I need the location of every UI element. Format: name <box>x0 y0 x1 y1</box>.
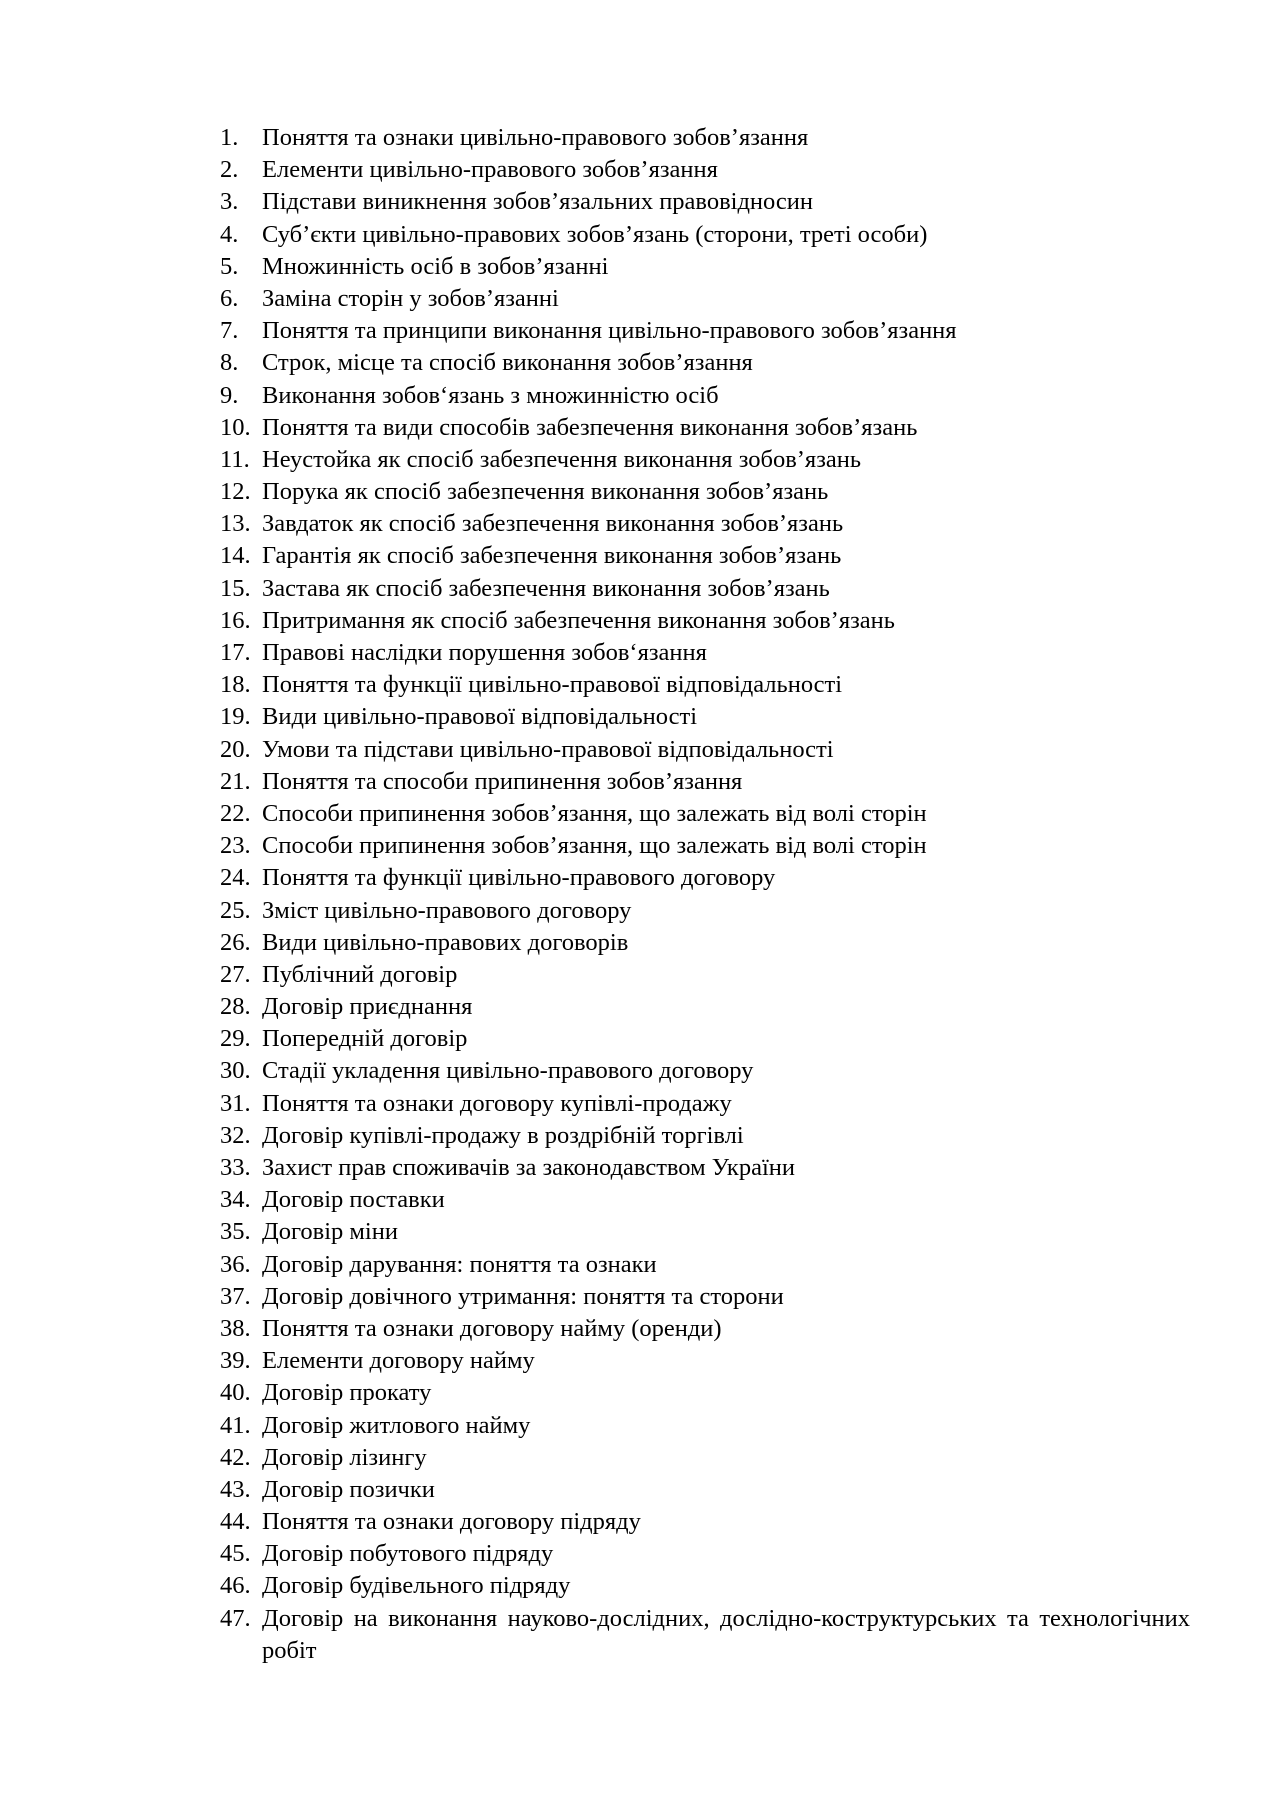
list-item <box>0 1216 1280 1248</box>
question-text: Множинність осіб в зобов’язанні <box>262 252 609 280</box>
question-number: 47. <box>220 1604 251 1632</box>
question-list <box>0 122 1280 1667</box>
question-text: Порука як спосіб забезпечення виконання зобов’язань <box>262 478 829 506</box>
question-number: 35. <box>220 1218 251 1246</box>
question-number: 39. <box>220 1347 251 1375</box>
list-item <box>0 1249 1280 1281</box>
question-text: Способи припинення зобов’язання, що залежать від волі сторін <box>262 799 927 827</box>
question-number: 15. <box>220 574 251 602</box>
question-text: Строк, місце та спосіб виконання зобов’язання <box>262 349 753 377</box>
question-text: Поняття та ознаки договору підряду <box>262 1508 641 1536</box>
question-number: 37. <box>220 1282 251 1310</box>
question-number: 19. <box>220 703 251 731</box>
list-item <box>0 927 1280 959</box>
question-number: 24. <box>220 864 251 892</box>
list-item <box>0 540 1280 572</box>
question-number: 26. <box>220 928 251 956</box>
question-text: Договір позички <box>262 1475 435 1503</box>
question-text: Договір приєднання <box>262 993 473 1021</box>
question-text: Види цивільно-правової відповідальності <box>262 703 698 731</box>
question-text: Підстави виникнення зобов’язальних правовідносин <box>262 188 813 216</box>
list-item <box>0 283 1280 315</box>
question-text: Договір прокату <box>262 1379 432 1407</box>
question-text: Договір побутового підряду <box>262 1540 554 1568</box>
question-number: 29. <box>220 1025 251 1053</box>
list-item <box>0 380 1280 412</box>
question-text: Неустойка як спосіб забезпечення виконання зобов’язань <box>262 445 862 473</box>
question-text: Поняття та ознаки цивільно-правового зобов’язання <box>262 124 809 151</box>
list-item <box>0 1055 1280 1087</box>
question-text: Правові наслідки порушення зобов‘язання <box>262 639 707 666</box>
question-number: 42. <box>220 1443 251 1471</box>
question-number: 3. <box>220 188 239 216</box>
list-item <box>0 1442 1280 1474</box>
question-text: Попередній договір <box>262 1025 468 1053</box>
list-item <box>0 1377 1280 1409</box>
question-number: 28. <box>220 993 251 1021</box>
question-number: 43. <box>220 1475 251 1503</box>
question-number: 33. <box>220 1154 251 1181</box>
question-number: 9. <box>220 381 239 409</box>
question-text: Договір житлового найму <box>262 1411 531 1439</box>
list-item <box>0 1570 1280 1602</box>
list-item <box>0 701 1280 733</box>
question-number: 17. <box>220 639 251 666</box>
list-item <box>0 605 1280 637</box>
question-number: 7. <box>220 317 239 345</box>
question-number: 18. <box>220 671 251 699</box>
list-item <box>0 798 1280 830</box>
list-item <box>0 347 1280 379</box>
list-item <box>0 444 1280 476</box>
list-item <box>0 251 1280 283</box>
question-number: 16. <box>220 606 251 634</box>
question-number: 1. <box>220 124 239 151</box>
question-number: 21. <box>220 767 251 795</box>
list-item <box>0 1410 1280 1442</box>
list-item <box>0 1184 1280 1216</box>
question-text: Захист прав споживачів за законодавством України <box>262 1154 795 1181</box>
question-text: Притримання як спосіб забезпечення виконання зобов’язань <box>262 606 895 634</box>
list-item <box>0 154 1280 186</box>
list-item <box>0 862 1280 894</box>
list-item <box>0 637 1280 669</box>
list-item <box>0 122 1280 154</box>
question-text: Договір поставки <box>262 1186 445 1214</box>
question-number: 32. <box>220 1121 251 1149</box>
question-number: 10. <box>220 413 251 441</box>
list-item <box>0 476 1280 508</box>
question-text: Поняття та ознаки договору купівлі-продажу <box>262 1089 732 1117</box>
question-text: Поняття та ознаки договору найму (оренди) <box>262 1314 722 1342</box>
question-text: Елементи договору найму <box>262 1347 535 1375</box>
question-text: Поняття та функції цивільно-правової відповідальності <box>262 671 843 699</box>
list-item <box>0 1313 1280 1345</box>
question-number: 2. <box>220 156 239 184</box>
question-number: 22. <box>220 799 251 827</box>
question-text: Договір міни <box>262 1218 398 1246</box>
question-number: 30. <box>220 1057 251 1085</box>
list-item <box>0 830 1280 862</box>
question-number: 41. <box>220 1411 251 1439</box>
question-number: 14. <box>220 542 251 570</box>
question-number: 12. <box>220 478 251 506</box>
question-text: Поняття та способи припинення зобов’язання <box>262 767 743 795</box>
question-text: Договір дарування: поняття та ознаки <box>262 1250 657 1278</box>
list-item <box>0 991 1280 1023</box>
question-text: Суб’єкти цивільно-правових зобов’язань (сторони, треті особи) <box>262 220 928 248</box>
question-text: Договір будівельного підряду <box>262 1572 571 1600</box>
question-number: 38. <box>220 1314 251 1342</box>
question-number: 45. <box>220 1540 251 1568</box>
list-item <box>0 1603 1280 1667</box>
question-text: Завдаток як спосіб забезпечення виконання зобов’язань <box>262 510 844 538</box>
question-text: Застава як спосіб забезпечення виконання зобов’язань <box>262 574 830 602</box>
question-number: 13. <box>220 510 251 538</box>
question-number: 11. <box>220 445 250 473</box>
list-item <box>0 573 1280 605</box>
question-text: Виконання зобов‘язань з множинністю осіб <box>262 381 719 409</box>
list-item <box>0 1120 1280 1152</box>
question-text: Умови та підстави цивільно-правової відповідальності <box>262 735 834 763</box>
question-number: 27. <box>220 960 251 988</box>
list-item <box>0 959 1280 991</box>
question-number: 4. <box>220 220 239 248</box>
list-item <box>0 895 1280 927</box>
list-item <box>0 1281 1280 1313</box>
list-item <box>0 1088 1280 1120</box>
list-item <box>0 766 1280 798</box>
question-text: Поняття та види способів забезпечення виконання зобов’язань <box>262 413 918 441</box>
question-number: 20. <box>220 735 251 763</box>
question-number: 8. <box>220 349 239 377</box>
list-item <box>0 734 1280 766</box>
list-item <box>0 1506 1280 1538</box>
question-number: 23. <box>220 832 251 860</box>
question-text: Договір купівлі-продажу в роздрібній торгівлі <box>262 1121 744 1149</box>
list-item <box>0 1474 1280 1506</box>
question-text: Договір довічного утримання: поняття та сторони <box>262 1282 784 1310</box>
list-item <box>0 669 1280 701</box>
question-number: 46. <box>220 1572 251 1600</box>
question-text: Заміна сторін у зобов’язанні <box>262 284 559 312</box>
question-text: Види цивільно-правових договорів <box>262 928 629 956</box>
question-number: 34. <box>220 1186 251 1214</box>
question-text: Публічний договір <box>262 960 458 988</box>
question-number: 44. <box>220 1508 251 1536</box>
list-item <box>0 219 1280 251</box>
question-text: Елементи цивільно-правового зобов’язання <box>262 156 718 184</box>
question-text: Договір на виконання науково-дослідних, дослідно-коструктурських та технологічних робіт <box>262 1604 1190 1664</box>
question-number: 31. <box>220 1089 251 1117</box>
question-number: 6. <box>220 284 239 312</box>
question-text: Поняття та функції цивільно-правового договору <box>262 864 776 892</box>
question-number: 36. <box>220 1250 251 1278</box>
question-text: Зміст цивільно-правового договору <box>262 896 632 924</box>
list-item <box>0 315 1280 347</box>
list-item <box>0 1023 1280 1055</box>
question-text: Гарантія як спосіб забезпечення виконання зобов’язань <box>262 542 842 570</box>
list-item <box>0 508 1280 540</box>
list-item <box>0 412 1280 444</box>
list-item <box>0 186 1280 218</box>
list-item <box>0 1345 1280 1377</box>
list-item <box>0 1538 1280 1570</box>
question-text: Поняття та принципи виконання цивільно-правового зобов’язання <box>262 317 957 345</box>
question-number: 25. <box>220 896 251 924</box>
question-number: 40. <box>220 1379 251 1407</box>
question-number: 5. <box>220 252 239 280</box>
question-text: Договір лізингу <box>262 1443 427 1471</box>
question-text: Стадії укладення цивільно-правового договору <box>262 1057 754 1085</box>
list-item <box>0 1152 1280 1184</box>
question-text: Способи припинення зобов’язання, що залежать від волі сторін <box>262 832 927 860</box>
